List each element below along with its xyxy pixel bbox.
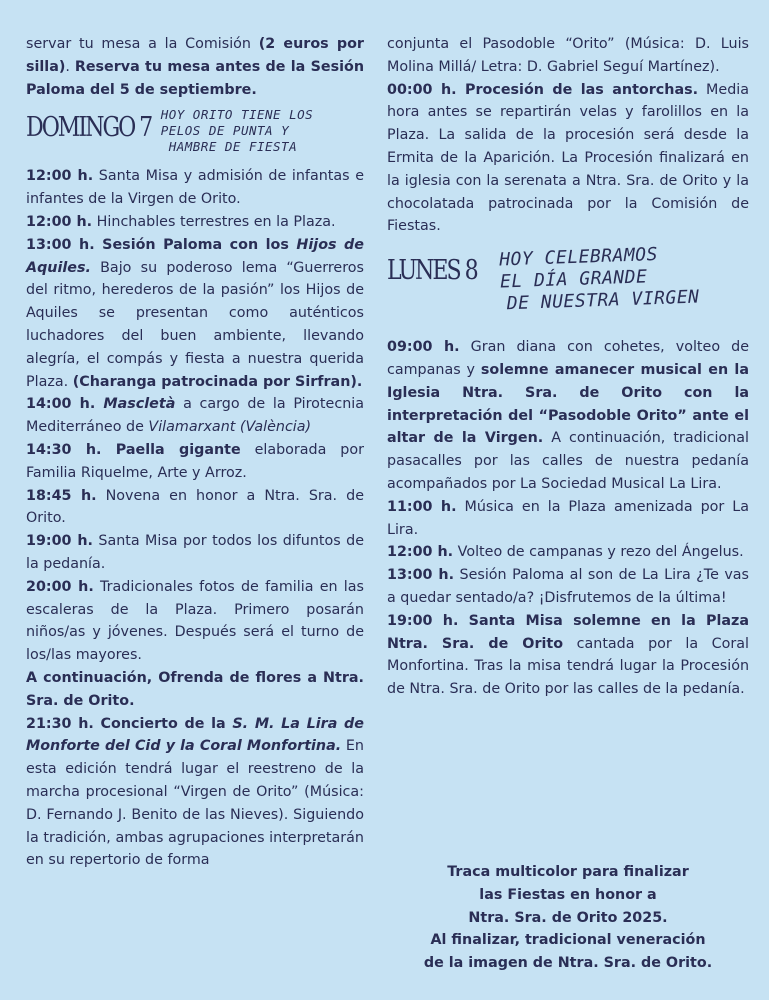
schedule-item: 18:45 h. Novena en honor a Ntra. Sra. de Orito. bbox=[26, 487, 364, 527]
schedule-item: 20:00 h. Tradicionales fotos de familia en las escaleras de la Plaza. Primero posarán niños/as y jóvenes. Después será el turno de los/las mayores. bbox=[26, 578, 364, 664]
schedule-item: 09:00 h. Gran diana con cohetes, volteo de campanas y solemne amanecer musical en la Iglesia Ntra. Sra. de Orito con la interpretación del “Pasodoble Orito” ante el altar de la Virgen. A continuación, tradicional pasacalles por las calles de nuestra pedanía acompañados por La Sociedad Musical La Lira. bbox=[387, 339, 749, 492]
schedule-item: 13:00 h. Sesión Paloma al son de La Lira ¿Te vas a quedar sentado/a? ¡Disfrutemos de la última! bbox=[387, 567, 749, 606]
schedule-item: 14:00 h. Mascletà a cargo de la Pirotecnia Mediterráneo de Vilamarxant (València) bbox=[26, 396, 364, 436]
schedule-item: 14:30 h. Paella gigante elaborada por Familia Riquelme, Arte y Arroz. bbox=[26, 441, 364, 481]
schedule-item: 19:00 h. Santa Misa por todos los difuntos de la pedanía. bbox=[26, 533, 364, 572]
schedule-item: 12:00 h. Volteo de campanas y rezo del Ángelus. bbox=[387, 544, 744, 561]
closing-note: Traca multicolor para finalizar las Fiestas en honor a Ntra. Sra. de Orito 2025. Al finalizar, tradicional veneración de la imagen de Ntra. Sra. de Orito. bbox=[423, 864, 713, 972]
continuation-paragraph: conjunta el Pasodoble “Orito” (Música: D. Luis Molina Millá/ Letra: D. Gabriel Seguí Martínez). bbox=[387, 36, 749, 75]
day-title: LUNES 8 bbox=[387, 255, 477, 287]
intro-paragraph: servar tu mesa a la Comisión (2 euros por silla). Reserva tu mesa antes de la Sesión Paloma del 5 de septiembre. bbox=[26, 36, 364, 98]
schedule-item: 19:00 h. Santa Misa solemne en la Plaza Ntra. Sra. de Orito cantada por la Coral Monfortina. Tras la misa tendrá lugar la Procesión de Ntra. Sra. de Orito por las calles de la pedanía. bbox=[387, 612, 749, 698]
schedule-item: 11:00 h. Música en la Plaza amenizada por La Lira. bbox=[387, 498, 749, 538]
schedule-item: 13:00 h. Sesión Paloma con los Hijos de Aquiles. Bajo su poderoso lema “Guerreros del ritmo, herederos de la pasión” los Hijos de Aquiles se presentan como auténticos luchadores del buen ambiente, llevando alegría, el compás y fiesta a nuestra querida Plaza. (Charanga patrocinada por Sirfran). bbox=[26, 236, 364, 390]
day-title: DOMINGO 7 bbox=[26, 112, 152, 144]
handwritten-note: HOY CELEBRAMOS EL DÍA GRANDE DE NUESTRA VIRGEN bbox=[499, 244, 701, 315]
schedule-item: 00:00 h. Procesión de las antorchas. Media hora antes se repartirán velas y farolillos en la Plaza. La salida de la procesión será desde la Ermita de la Aparición. La Procesión finalizará en la iglesia con la serenata a Ntra. Sra. de Orito y la chocolatada patrocinada por la Comisión de Fiestas. bbox=[387, 81, 749, 235]
day-header-lunes bbox=[387, 244, 749, 315]
right-column bbox=[387, 33, 749, 701]
handwritten-note: HOY ORITO TIENE LOS PELOS DE PUNTA Y HAMBRE DE FIESTA bbox=[160, 107, 314, 155]
left-column bbox=[26, 33, 364, 872]
schedule-item: 21:30 h. Concierto de la S. M. La Lira de Monforte del Cid y la Coral Monfortina. En esta edición tendrá lugar el reestreno de la marcha procesional “Virgen de Orito” (Música: D. Fernando J. Benito de las Nieves). Siguiendo la tradición, ambas agrupaciones interpretarán en su repertorio de forma bbox=[26, 715, 364, 869]
day-header-domingo bbox=[26, 107, 364, 155]
schedule-item: 12:00 h. Santa Misa y admisión de infantas e infantes de la Virgen de Orito. bbox=[26, 168, 364, 208]
schedule-item: 12:00 h. Hinchables terrestres en la Plaza. bbox=[26, 213, 336, 230]
schedule-item: A continuación, Ofrenda de flores a Ntra. Sra. de Orito. bbox=[26, 669, 364, 709]
